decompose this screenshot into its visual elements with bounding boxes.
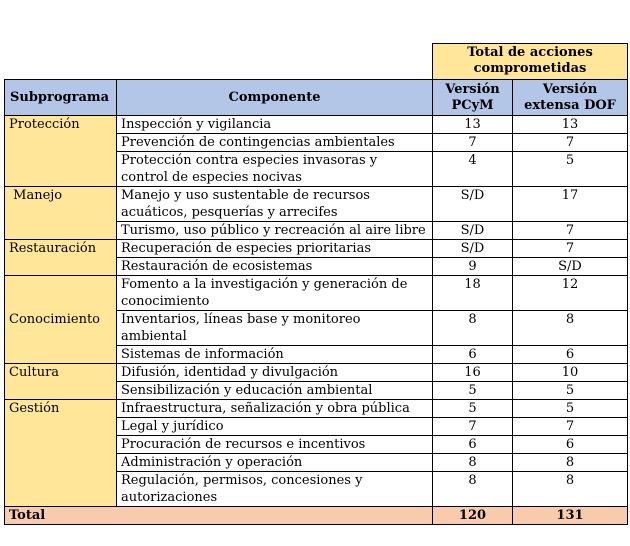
- componente-cell: Inventarios, líneas base y monitoreo ambiental: [117, 311, 433, 346]
- componente-cell: Regulación, permisos, concesiones y autorizaciones: [117, 472, 433, 507]
- dof-cell: 13: [513, 116, 628, 134]
- dof-cell: 6: [513, 346, 628, 364]
- pcym-cell: 6: [433, 436, 513, 454]
- dof-cell: 8: [513, 311, 628, 346]
- dof-cell: 5: [513, 152, 628, 187]
- dof-cell: 10: [513, 364, 628, 382]
- componente-cell: Restauración de ecosistemas: [117, 258, 433, 276]
- pcym-cell: S/D: [433, 240, 513, 258]
- header-componente: Componente: [117, 80, 433, 116]
- pcym-cell: 7: [433, 418, 513, 436]
- componente-cell: Legal y jurídico: [117, 418, 433, 436]
- subprograma-cell: Restauración: [5, 240, 117, 276]
- componente-cell: Fomento a la investigación y generación de conocimiento: [117, 276, 433, 311]
- pcym-cell: 8: [433, 311, 513, 346]
- pcym-cell: 4: [433, 152, 513, 187]
- pcym-cell: 18: [433, 276, 513, 311]
- header-dof: Versión extensa DOF: [513, 80, 628, 116]
- componente-cell: Sensibilización y educación ambiental: [117, 382, 433, 400]
- dof-cell: S/D: [513, 258, 628, 276]
- pcym-cell: 16: [433, 364, 513, 382]
- dof-cell: 5: [513, 400, 628, 418]
- componente-cell: Manejo y uso sustentable de recursos acuáticos, pesquerías y arrecifes: [117, 187, 433, 222]
- componente-cell: Sistemas de información: [117, 346, 433, 364]
- pcym-cell: 8: [433, 472, 513, 507]
- group-header: Total de acciones comprometidas: [433, 44, 628, 80]
- total-pcym: 120: [433, 507, 513, 525]
- total-dof: 131: [513, 507, 628, 525]
- dof-cell: 6: [513, 436, 628, 454]
- total-row: [5, 507, 628, 525]
- pcym-cell: S/D: [433, 187, 513, 222]
- pcym-cell: 5: [433, 382, 513, 400]
- acciones-table: [4, 43, 628, 525]
- componente-cell: Inspección y vigilancia: [117, 116, 433, 134]
- componente-cell: Administración y operación: [117, 454, 433, 472]
- componente-cell: Infraestructura, señalización y obra pública: [117, 400, 433, 418]
- pcym-cell: S/D: [433, 222, 513, 240]
- blank-cell: [5, 44, 433, 80]
- subprograma-cell: Manejo: [5, 187, 117, 240]
- group-header-row: [5, 44, 628, 80]
- header-pcym: Versión PCyM: [433, 80, 513, 116]
- dof-cell: 7: [513, 418, 628, 436]
- pcym-cell: 7: [433, 134, 513, 152]
- subprograma-cell: Cultura: [5, 364, 117, 400]
- dof-cell: 8: [513, 472, 628, 507]
- dof-cell: 17: [513, 187, 628, 222]
- table-row: [5, 187, 628, 222]
- componente-cell: Turismo, uso público y recreación al aire libre: [117, 222, 433, 240]
- componente-cell: Prevención de contingencias ambientales: [117, 134, 433, 152]
- table-row: [5, 240, 628, 258]
- componente-cell: Difusión, identidad y divulgación: [117, 364, 433, 382]
- subprograma-cell: Conocimiento: [5, 276, 117, 364]
- dof-cell: 7: [513, 222, 628, 240]
- pcym-cell: 13: [433, 116, 513, 134]
- table-row: [5, 364, 628, 382]
- dof-cell: 7: [513, 134, 628, 152]
- componente-cell: Procuración de recursos e incentivos: [117, 436, 433, 454]
- dof-cell: 12: [513, 276, 628, 311]
- total-label: Total: [5, 507, 433, 525]
- table-row: [5, 116, 628, 134]
- table-row: [5, 400, 628, 418]
- pcym-cell: 5: [433, 400, 513, 418]
- table-row: [5, 276, 628, 311]
- pcym-cell: 6: [433, 346, 513, 364]
- pcym-cell: 9: [433, 258, 513, 276]
- subprograma-cell: Gestión: [5, 400, 117, 507]
- pcym-cell: 8: [433, 454, 513, 472]
- dof-cell: 5: [513, 382, 628, 400]
- componente-cell: Protección contra especies invasoras y control de especies nocivas: [117, 152, 433, 187]
- componente-cell: Recuperación de especies prioritarias: [117, 240, 433, 258]
- dof-cell: 8: [513, 454, 628, 472]
- dof-cell: 7: [513, 240, 628, 258]
- column-header-row: [5, 80, 628, 116]
- header-subprograma: Subprograma: [5, 80, 117, 116]
- subprograma-cell: Protección: [5, 116, 117, 187]
